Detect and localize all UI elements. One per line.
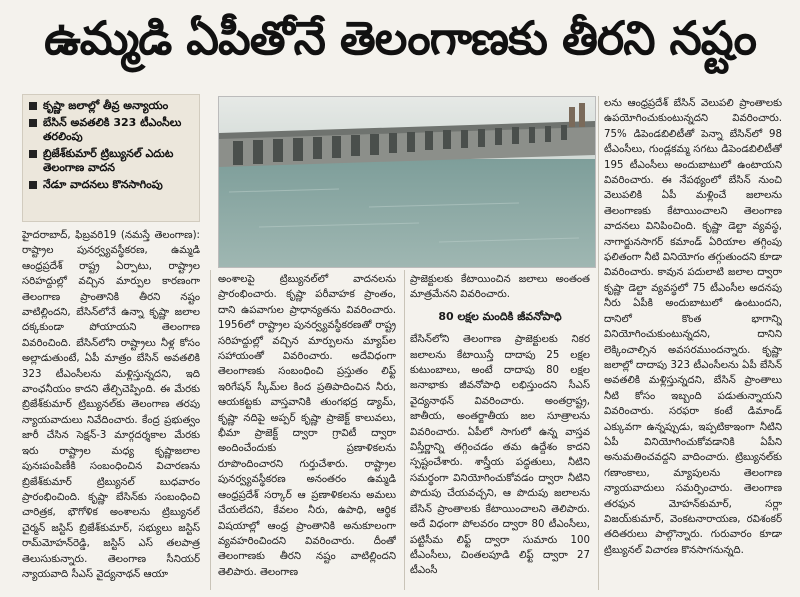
column-divider: [598, 96, 599, 590]
dam-photo: [218, 96, 596, 268]
sub-heading: 80 లక్షల మందికి జీవనోపాధి: [438, 309, 562, 323]
article-text: లను ఆంధ్రప్రదేశ్ బేసిన్ వెలుపలి ప్రాంతాలకు ఉపయోగించుకుంటున్నదని వివరించారు. 75% డిపెండబిలిటీతో పెన్నా బేసిన్‌లో 98 టీఎంసీలు, గుండ్లకమ్మ సగటు డిపెండబిలిటీతో 195 టీఎంసీలు అందుబాటులో ఉంటాయని వివరించారు. ఈ నేపథ్యంలో బేసిన్ నుంచి వెలుపలికి ఏపీ మళ్లించే జలాలను తెలంగాణకు కేటాయించాలని తెలంగాణ వాదనలు వినిపించింది. కృష్ణా డెల్టా వ్యవస్థ, నాగార్జునసాగర్ కమాండ్ ఏరియాల తగ్గింపు ఫలితంగా నీటి వినియోగం తగ్గుతుందని కూడా వివరించారు. కావున పదులాటి జలాల ద్వారా కృష్ణా డెల్టా వ్యవస్థలో 75 టీఎంసీల అదనపు నీరు ఏపీకి అందుబాటులో ఉంటుందని, దానిలో కొంత భాగాన్ని వినియోగించుకుంటున్నదని, దానిని లెక్కించాల్సిన అవసరముందన్నారు. కృష్ణా జలాల్లో దాదాపు 323 టీఎంసీలను ఏపీ బేసిన్ అవతలికి మళ్లిస్తున్నదని, బేసిన్ ప్రాంతాలు నీటి కోసం ఇబ్బంది పడుతున్నాయని వివరించారు. సరఫరా కంటే డిమాండ్ ఎక్కువగా ఉన్నప్పుడు, ఇప్పటికాఇంగా నీటిని ఏపీ వినియోగించుకోవడానికి ఏపీని అనుమతించవద్దని వాదించారు. ట్రిబ్యునల్‌కు గణాంకాలు, మ్యాపులను తెలంగాణ న్యాయవాదులు సమర్పించారు. తెలంగాణ తరఫున మోహన్‌కుమార్, సర్లా విజయ్‌కుమార్, వెంకటనారాయణ, రవిశంకర్ తదితరులు పాల్గొన్నారు. గురువారం కూడా ట్రిబ్యునల్ విచారణ కొనసాగనున్నది.: [604, 98, 782, 556]
article-text: అంశాలపై ట్రిబ్యునల్‌లో వాదనలను ప్రారంభించారు. కృష్ణా పరీవాహక ప్రాంతం, దాని ఉపవాగుల ప్రాధాన్యతను వివరించారు. 1956లో రాష్ట్రాల పునర్వ్యవస్థీకరణతో రాష్ట్ర సరిహద్దుల్లో వచ్చిన మార్పులను మ్యాప్‌ల సహాయంతో వివరించారు. అదేవిధంగా తెలంగాణకు సంబంధించి ప్రస్తుతం లిఫ్ట్ ఇరిగేషన్ స్కీమ్‌ల కింద ప్రతిపాదించిన నీరు, ఆయకట్టకు వాస్తవానికి తుంగభద్ర డ్యామ్, కృష్ణా నదిపై అప్పర్ కృష్ణా ప్రాజెక్ట్ కాలువలు, భీమా ప్రాజెక్ట్ ద్వారా గ్రావిటీ ద్వారా అందించేందుకు ప్రణాళికలను రూపొందించారని గుర్తుచేశారు. రాష్ట్రాల పునర్వ్యవస్థీకరణ అనంతరం ఉమ్మడి ఆంధ్రప్రదేశ్ సర్కార్ ఆ ప్రణాళికలను అమలు చేయలేదని, కేవలం నీరు, ఉపాధి, ఆర్థిక విషయాల్లో ఆంధ్ర ప్రాంతానికి అనుకూలంగా వ్యవహరించిందని వివరించారు. దీంతో తెలంగాణకు తీరని నష్టం వాటిల్లిందని తెలిపారు. తెలంగాణ: [218, 274, 396, 578]
highlight-text: బేసిన్ అవతలికి 323 టీఎంసీలు తరలింపు: [43, 116, 182, 143]
article-column-3: [410, 272, 590, 592]
highlight-item: [29, 99, 193, 113]
bullet-square-icon: [29, 119, 37, 127]
article-column-1: [22, 228, 200, 592]
bullet-square-icon: [29, 181, 37, 189]
article-text: ప్రాజెక్టులకు కేటాయించిన జలాలు అంతంత మాత్రమేనని వివరించారు.: [410, 274, 590, 301]
dam-photo-image: [219, 97, 595, 267]
column-divider: [404, 270, 405, 590]
article-column-2: [218, 272, 396, 592]
highlight-item: [29, 147, 193, 175]
bullet-square-icon: [29, 102, 37, 110]
highlight-item: [29, 178, 193, 192]
highlight-text: నేడూ వాదనలు కొనసాగింపు: [43, 178, 163, 191]
headline: ఉమ్మడి ఏపీతోనే తెలంగాణకు తీరని నష్టం: [44, 11, 756, 65]
article-text: రాష్ట్రాల పునర్వ్యవస్థీకరణ, ఉమ్మడి ఆంధ్రప్రదేశ్ రాష్ట్ర ఏర్పాటు, రాష్ట్రాల సరిహద్దుల్లో వచ్చిన మార్పుల కారణంగా తెలంగాణ ప్రాంతానికి తీరని నష్టం వాటిల్లిందని, బేసిన్‌లోనే ఉన్నా కృష్ణా జలాల దక్కకుండా పోయాయని తెలంగాణ వివరించింది. బేసిన్‌లోని రాష్ట్రాలు నీళ్ల కోసం అల్లాడుతుంటే, ఏపీ మాత్రం బేసిన్ అవతలికి 323 టీఎంసీలను మళ్లిస్తున్నదని, ఇది వాంఛనీయం కాదని తేల్చిచెప్పింది. ఈ మేరకు బ్రిజేశ్‌కుమార్ ట్రిబ్యునల్‌కు తెలంగాణ తరపు న్యాయవాదులు నివేదించారు. కేంద్ర ప్రభుత్వం జారీ చేసిన సెక్షన్-3 మార్గదర్శకాల మేరకు ఇరు రాష్ట్రాల మధ్య కృష్ణాజలాల పునఃపంపిణీకి సంబంధించిన విచారణను బ్రిజేశ్‌కుమార్ ట్రిబ్యునల్ బుధవారం ప్రారంభించింది. కృష్ణా బేసిన్‌కు సంబంధించి చారిత్రక, భౌగోళిక అంశాలను ట్రిబ్యునల్ చైర్మన్ జస్టిస్ బ్రిజేశ్‌కుమార్, సభ్యులు జస్టిస్ రామ్‌మోహన్‌రెడ్డి, జస్టిస్ ఎస్ తలపాత్ర తెలుసుకున్నారు. తెలంగాణ సీనియర్ న్యాయవాది సీఎస్ వైద్యనాథన్ ఆయా: [22, 245, 200, 580]
highlight-item: [29, 116, 193, 144]
article-text: బేసిన్‌లోని తెలంగాణ ప్రాజెక్టులకు నికర జలాలను కేటాయిస్తే దాదాపు 25 లక్షల కుటుంబాలు, అంటే దాదాపు 80 లక్షల జనాభాకు జీవనోపాధి లభిస్తుందని సీఎస్ వైద్యనాథన్ వివరించారు. అంతర్రాష్ట్ర, జాతీయ, అంతర్జాతీయ జల సూత్రాలను వివరించారు. ఏపీలో సాగులో ఉన్న వాస్తవ విస్తీర్ణాన్ని తగ్గించడం తమ ఉద్దేశం కాదని స్పష్టంచేశారు. శాస్త్రీయ పద్ధతులు, నీటిని సమర్థంగా వినియోగించుకోవడం ద్వారా నీటిని పొదుపు చేయవచ్చని, ఆ పొదుపు జలాలను బేసిన్ ప్రాంతాలకు కేటాయించాలని తెలిపారు. అదే విధంగా పోలవరం ద్వారా 80 టీఎంసీలు, పట్టిసీమ లిఫ్ట్ ద్వారా సుమారు 100 టీఎంసీలు, చింతలపూడి లిఫ్ట్ ద్వారా 27 టీఎంసీ: [410, 334, 590, 577]
bullet-square-icon: [29, 150, 37, 158]
highlight-text: కృష్ణా జలాల్లో తీవ్ర అన్యాయం: [43, 99, 169, 112]
highlight-text: బ్రిజేశ్‌కుమార్ ట్రిబ్యునల్ ఎదుట తెలంగాణ వాదన: [43, 147, 174, 174]
article-column-4: [604, 96, 782, 592]
article-paragraph: [22, 228, 200, 582]
column-divider: [210, 270, 211, 590]
highlights-box: [22, 94, 200, 222]
dateline: హైదరాబాద్, ఫిబ్రవరి19 (నమస్తే తెలంగాణ):: [22, 230, 200, 241]
